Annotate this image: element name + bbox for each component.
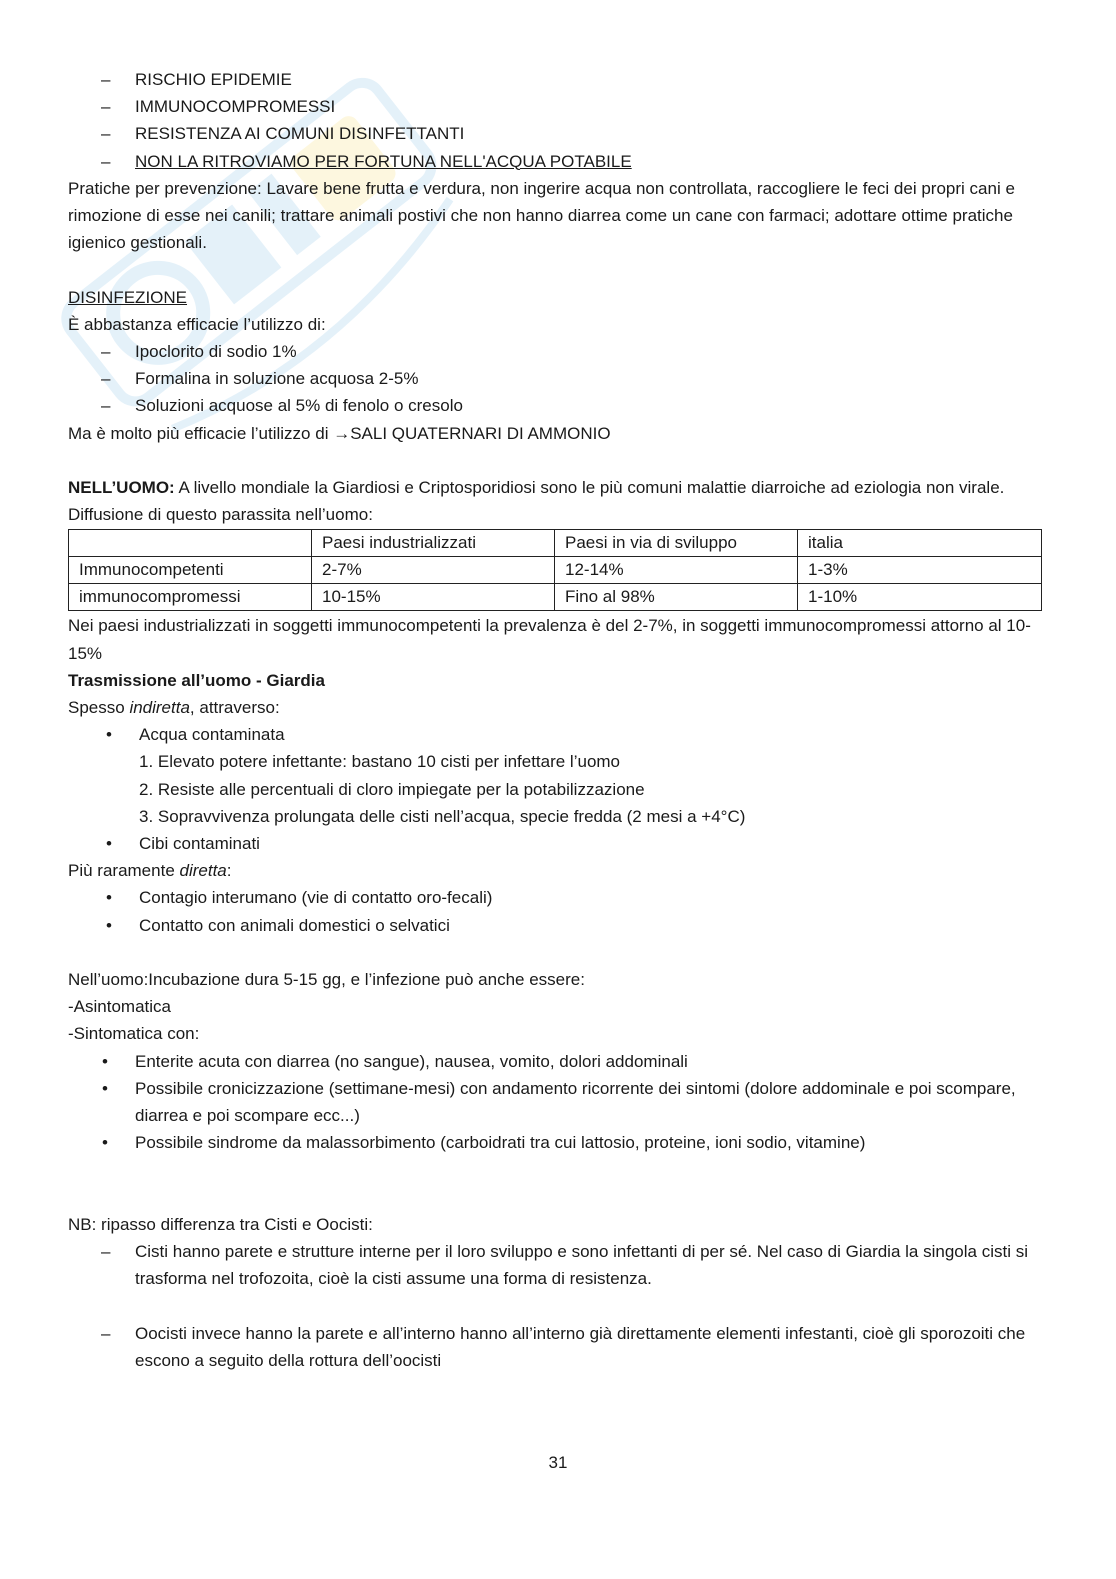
- symptom-item: • Enterite acuta con diarrea (no sangue), nausea, vomito, dolori addominali: [102, 1051, 688, 1071]
- disinfection-conclusion: Ma è molto più efficacie l’utilizzo di →SALI QUATERNARI DI AMMONIO: [68, 423, 611, 443]
- nb-intro: NB: ripasso differenza tra Cisti e Oocisti:: [68, 1214, 373, 1234]
- oocysts-item: – Oocisti invece hanno la parete e all’interno hanno all’interno già direttamente elementi infestanti, cioè gli sporozoiti che escono a seguito della rottura dell’oocisti: [101, 1323, 1026, 1370]
- list-item: • Contatto con animali domestici o selvatici: [106, 915, 450, 935]
- table-header-cell: Paesi in via di sviluppo: [555, 530, 798, 557]
- list-item: • Cibi contaminati: [106, 834, 260, 854]
- table-header-cell: Paesi industrializzati: [312, 530, 555, 557]
- direct-intro: Più raramente diretta:: [68, 861, 232, 881]
- human-paragraph: NELL’UOMO: A livello mondiale la Giardiosi e Criptosporidiosi sono le più comuni malattie diarroiche ad eziologia non virale.: [68, 478, 1005, 498]
- numbered-item: 3. Sopravvivenza prolungata delle cisti nell’acqua, specie fredda (2 mesi a +4°C): [139, 806, 746, 826]
- table-header-row: [69, 530, 1042, 557]
- table-cell: Fino al 98%: [555, 584, 798, 611]
- disinfection-intro: È abbastanza efficacie l’utilizzo di:: [68, 314, 326, 334]
- table-header-cell: [69, 530, 312, 557]
- list-item: • Contagio interumano (vie di contatto oro-fecali): [106, 888, 493, 908]
- cysts-item: – Cisti hanno parete e strutture interne per il loro sviluppo e sono infettanti di per sé. Nel caso di Giardia la singola cisti si trasforma nel trofozoita, cioè la cisti assume una forma di resistenza.: [101, 1242, 1028, 1289]
- disinfectant-item: – Formalina in soluzione acquosa 2-5%: [101, 369, 419, 389]
- table-header-cell: italia: [798, 530, 1042, 557]
- incubation-intro: Nell’uomo:Incubazione dura 5-15 gg, e l’infezione può anche essere:: [68, 970, 585, 990]
- risk-item: – RESISTENZA AI COMUNI DISINFETTANTI: [101, 124, 465, 144]
- symptom-item: • Possibile sindrome da malassorbimento (carboidrati tra cui lattosio, proteine, ioni sodio, vitamine): [102, 1133, 866, 1153]
- table-cell: Immunocompetenti: [69, 557, 312, 584]
- table-row: [69, 584, 1042, 611]
- disinfection-heading: DISINFEZIONE: [68, 287, 188, 307]
- diffusion-intro: Diffusione di questo parassita nell’uomo:: [68, 505, 373, 525]
- indirect-intro: Spesso indiretta, attraverso:: [68, 698, 280, 718]
- table-cell: immunocompromessi: [69, 584, 312, 611]
- table-cell: 1-3%: [798, 557, 1042, 584]
- symptomatic-line: -Sintomatica con:: [68, 1024, 200, 1044]
- table-row: [69, 557, 1042, 584]
- disinfectant-item: – Ipoclorito di sodio 1%: [101, 342, 297, 362]
- human-label: NELL’UOMO:: [68, 478, 175, 498]
- numbered-item: 2. Resiste alle percentuali di cloro impiegate per la potabilizzazione: [139, 779, 645, 799]
- table-cell: 1-10%: [798, 584, 1042, 611]
- list-item: • Acqua contaminata: [106, 725, 285, 745]
- document-body: [68, 66, 1048, 1374]
- transmission-heading: Trasmissione all’uomo - Giardia: [68, 670, 325, 690]
- prevalence-paragraph: Nei paesi industrializzati in soggetti immunocompetenti la prevalenza è del 2-7%, in soggetti immunocompromessi attorno al 10-15%: [68, 616, 1031, 663]
- table-cell: 2-7%: [312, 557, 555, 584]
- diffusion-table: [68, 529, 1042, 611]
- numbered-item: 1. Elevato potere infettante: bastano 10 cisti per infettare l’uomo: [139, 752, 621, 772]
- table-cell: 10-15%: [312, 584, 555, 611]
- disinfectant-item: – Soluzioni acquose al 5% di fenolo o cresolo: [101, 396, 463, 416]
- risk-item: – NON LA RITROVIAMO PER FORTUNA NELL'ACQUA POTABILE: [101, 151, 632, 171]
- table-cell: 12-14%: [555, 557, 798, 584]
- risk-item: – IMMUNOCOMPROMESSI: [101, 97, 336, 117]
- risk-item: – RISCHIO EPIDEMIE: [101, 70, 292, 89]
- prevention-paragraph: Pratiche per prevenzione: Lavare bene frutta e verdura, non ingerire acqua non controllata, raccogliere le feci dei propri cani e rimozione di esse nei canili; trattare animali postivi che non hanno diarrea come un cane con farmaci; adottare ottime pratiche igienico gestionali.: [68, 178, 1015, 253]
- asymptomatic-line: -Asintomatica: [68, 997, 171, 1017]
- page-number: 31: [548, 1453, 568, 1472]
- symptom-item: • Possibile cronicizzazione (settimane-mesi) con andamento ricorrente dei sintomi (dolore addominale e poi scompare, diarrea e poi scompare ecc...): [102, 1078, 1016, 1126]
